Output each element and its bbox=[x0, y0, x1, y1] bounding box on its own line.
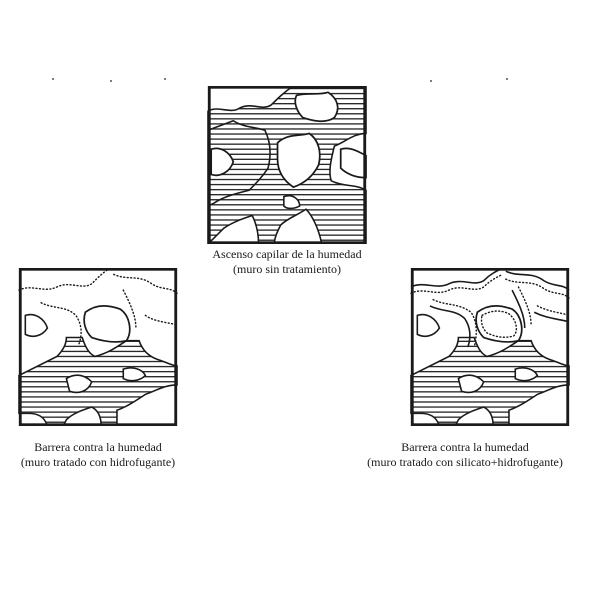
caption-silicate-hydrophobic bbox=[330, 440, 600, 470]
capillary-network bbox=[208, 86, 366, 244]
pore-cell bbox=[417, 315, 439, 337]
treated-channel-outline bbox=[19, 268, 111, 290]
caption-line: Ascenso capilar de la humedad bbox=[212, 247, 362, 261]
treated-channel-outline bbox=[123, 290, 177, 328]
pore-cell bbox=[25, 315, 47, 337]
sealed-channel bbox=[411, 268, 503, 287]
dry-zone-upper bbox=[19, 268, 177, 344]
caption-line: Barrera contra la humedad bbox=[401, 440, 529, 454]
pore-cell-coating bbox=[482, 311, 517, 337]
moisture-zone-lower bbox=[19, 338, 177, 426]
moisture-channels bbox=[411, 338, 569, 426]
diagram-hydrophobic-wall bbox=[7, 268, 189, 426]
sealed-channel-coating bbox=[518, 287, 569, 325]
scan-speck bbox=[110, 80, 112, 82]
scan-speck bbox=[52, 78, 54, 80]
sealed-channel bbox=[506, 271, 569, 290]
moisture-zone-lower bbox=[411, 338, 569, 426]
sealed-zone-upper bbox=[411, 268, 569, 347]
caption-hydrophobic bbox=[0, 440, 215, 470]
pore-cell bbox=[295, 92, 337, 121]
scan-speck bbox=[430, 80, 432, 82]
scan-speck bbox=[164, 78, 166, 80]
diagram-silicate-hydrophobic-wall bbox=[400, 268, 580, 426]
pore-cell bbox=[84, 306, 130, 342]
diagram-untreated-wall bbox=[196, 86, 378, 244]
pore-cell bbox=[341, 148, 366, 177]
scan-speck bbox=[506, 78, 508, 80]
moisture-channels bbox=[19, 338, 177, 426]
caption-line: (muro tratado con hidrofugante) bbox=[20, 455, 176, 469]
caption-line: (muro sin tratamiento) bbox=[233, 262, 341, 276]
caption-line: Barrera contra la humedad bbox=[34, 440, 162, 454]
caption-line: (muro tratado con silicato+hidrofugante) bbox=[367, 455, 563, 469]
caption-untreated bbox=[170, 247, 404, 277]
